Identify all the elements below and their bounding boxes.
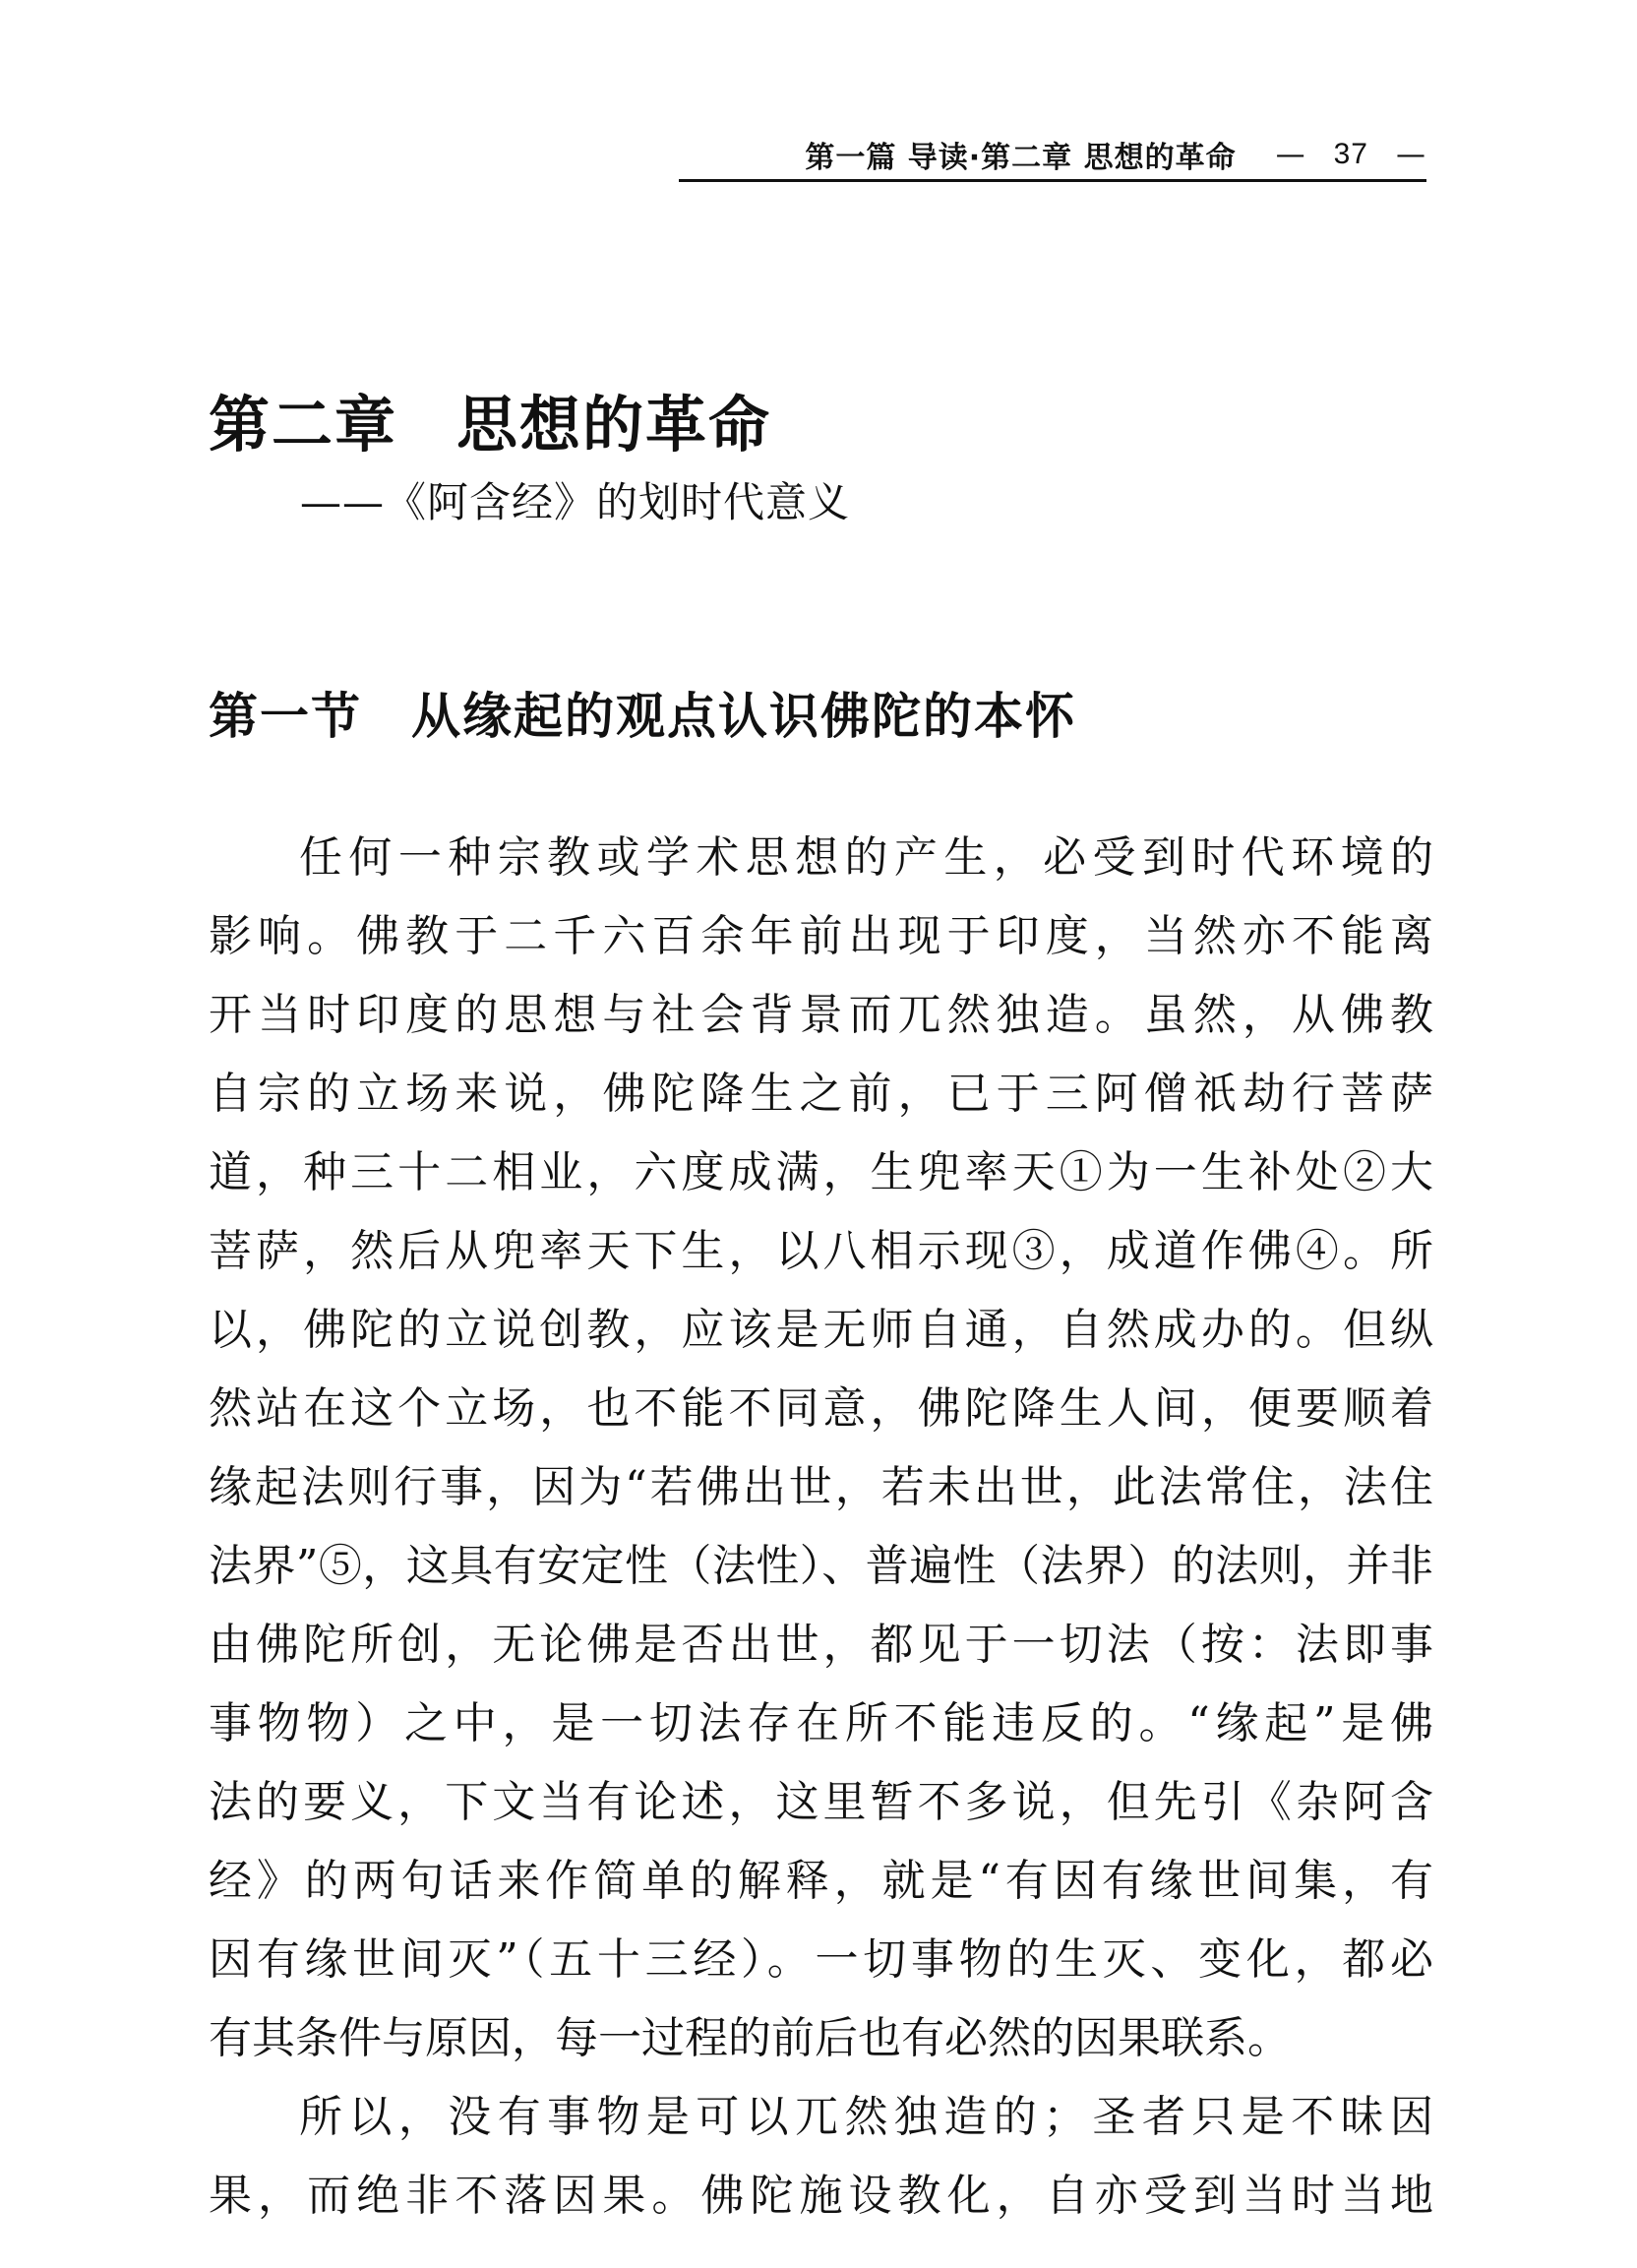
text-line: 所以，没有事物是可以兀然独造的；圣者只是不昧因 <box>299 2092 1433 2142</box>
text-line: 然站在这个立场，也不能不同意，佛陀降生人间，便要顺着 <box>209 1383 1433 1434</box>
text-line: 法界”⑤，这具有安定性（法性）、普遍性（法界）的法则，并非 <box>209 1541 1433 1591</box>
text-line: 由佛陀所创，无论佛是否出世，都见于一切法（按：法即事 <box>209 1620 1433 1670</box>
text-line: 以，佛陀的立说创教，应该是无师自通，自然成办的。但纵 <box>209 1305 1433 1355</box>
text-line: 道，种三十二相业，六度成满，生兜率天①为一生补处②大 <box>209 1147 1433 1197</box>
page-number-dash-left: — <box>1275 137 1306 172</box>
running-header <box>679 130 1426 182</box>
section-name: 从缘起的观点认识佛陀的本怀 <box>411 688 1076 745</box>
text-line: 果，而绝非不落因果。佛陀施设教化，自亦受到当时当地 <box>209 2171 1433 2221</box>
text-line: 开当时印度的思想与社会背景而兀然独造。虽然，从佛教 <box>209 990 1433 1040</box>
section-label: 第一节 <box>209 688 362 745</box>
chapter-title <box>209 376 771 463</box>
text-line: 事物物）之中，是一切法存在所不能违反的。“缘起”是佛 <box>209 1698 1433 1748</box>
text-line: 自宗的立场来说，佛陀降生之前，已于三阿僧祇劫行菩萨 <box>209 1069 1433 1119</box>
chapter-name: 思想的革命 <box>456 389 772 460</box>
page-number: 37 <box>1333 138 1368 170</box>
paragraph <box>209 2078 1433 2236</box>
paragraph <box>209 819 1433 2078</box>
text-line: 有其条件与原因，每一过程的前后也有必然的因果联系。 <box>209 2013 1291 2063</box>
chapter-subtitle: ——《阿含经》的划时代意义 <box>300 478 851 526</box>
text-line: 缘起法则行事，因为“若佛出世，若未出世，此法常住，法住 <box>209 1462 1433 1512</box>
text-line: 菩萨，然后从兜率天下生，以八相示现③，成道作佛④。所 <box>209 1226 1433 1276</box>
text-line: 影响。佛教于二千六百余年前出现于印度，当然亦不能离 <box>209 911 1433 961</box>
body-text <box>209 819 1433 2236</box>
chapter-label: 第二章 <box>209 389 398 460</box>
text-line: 法的要义，下文当有论述，这里暂不多说，但先引《杂阿含 <box>209 1777 1433 1827</box>
section-title <box>209 677 1076 748</box>
running-header-title: 第一篇 导读·第二章 思想的革命 <box>805 141 1237 175</box>
page-number-dash-right: — <box>1396 137 1426 172</box>
text-line: 任何一种宗教或学术思想的产生，必受到时代环境的 <box>299 832 1433 883</box>
text-line: 因有缘世间灭”（五十三经）。一切事物的生灭、变化，都必 <box>209 1934 1433 1985</box>
text-line: 经》的两句话来作简单的解释，就是“有因有缘世间集，有 <box>209 1856 1433 1906</box>
